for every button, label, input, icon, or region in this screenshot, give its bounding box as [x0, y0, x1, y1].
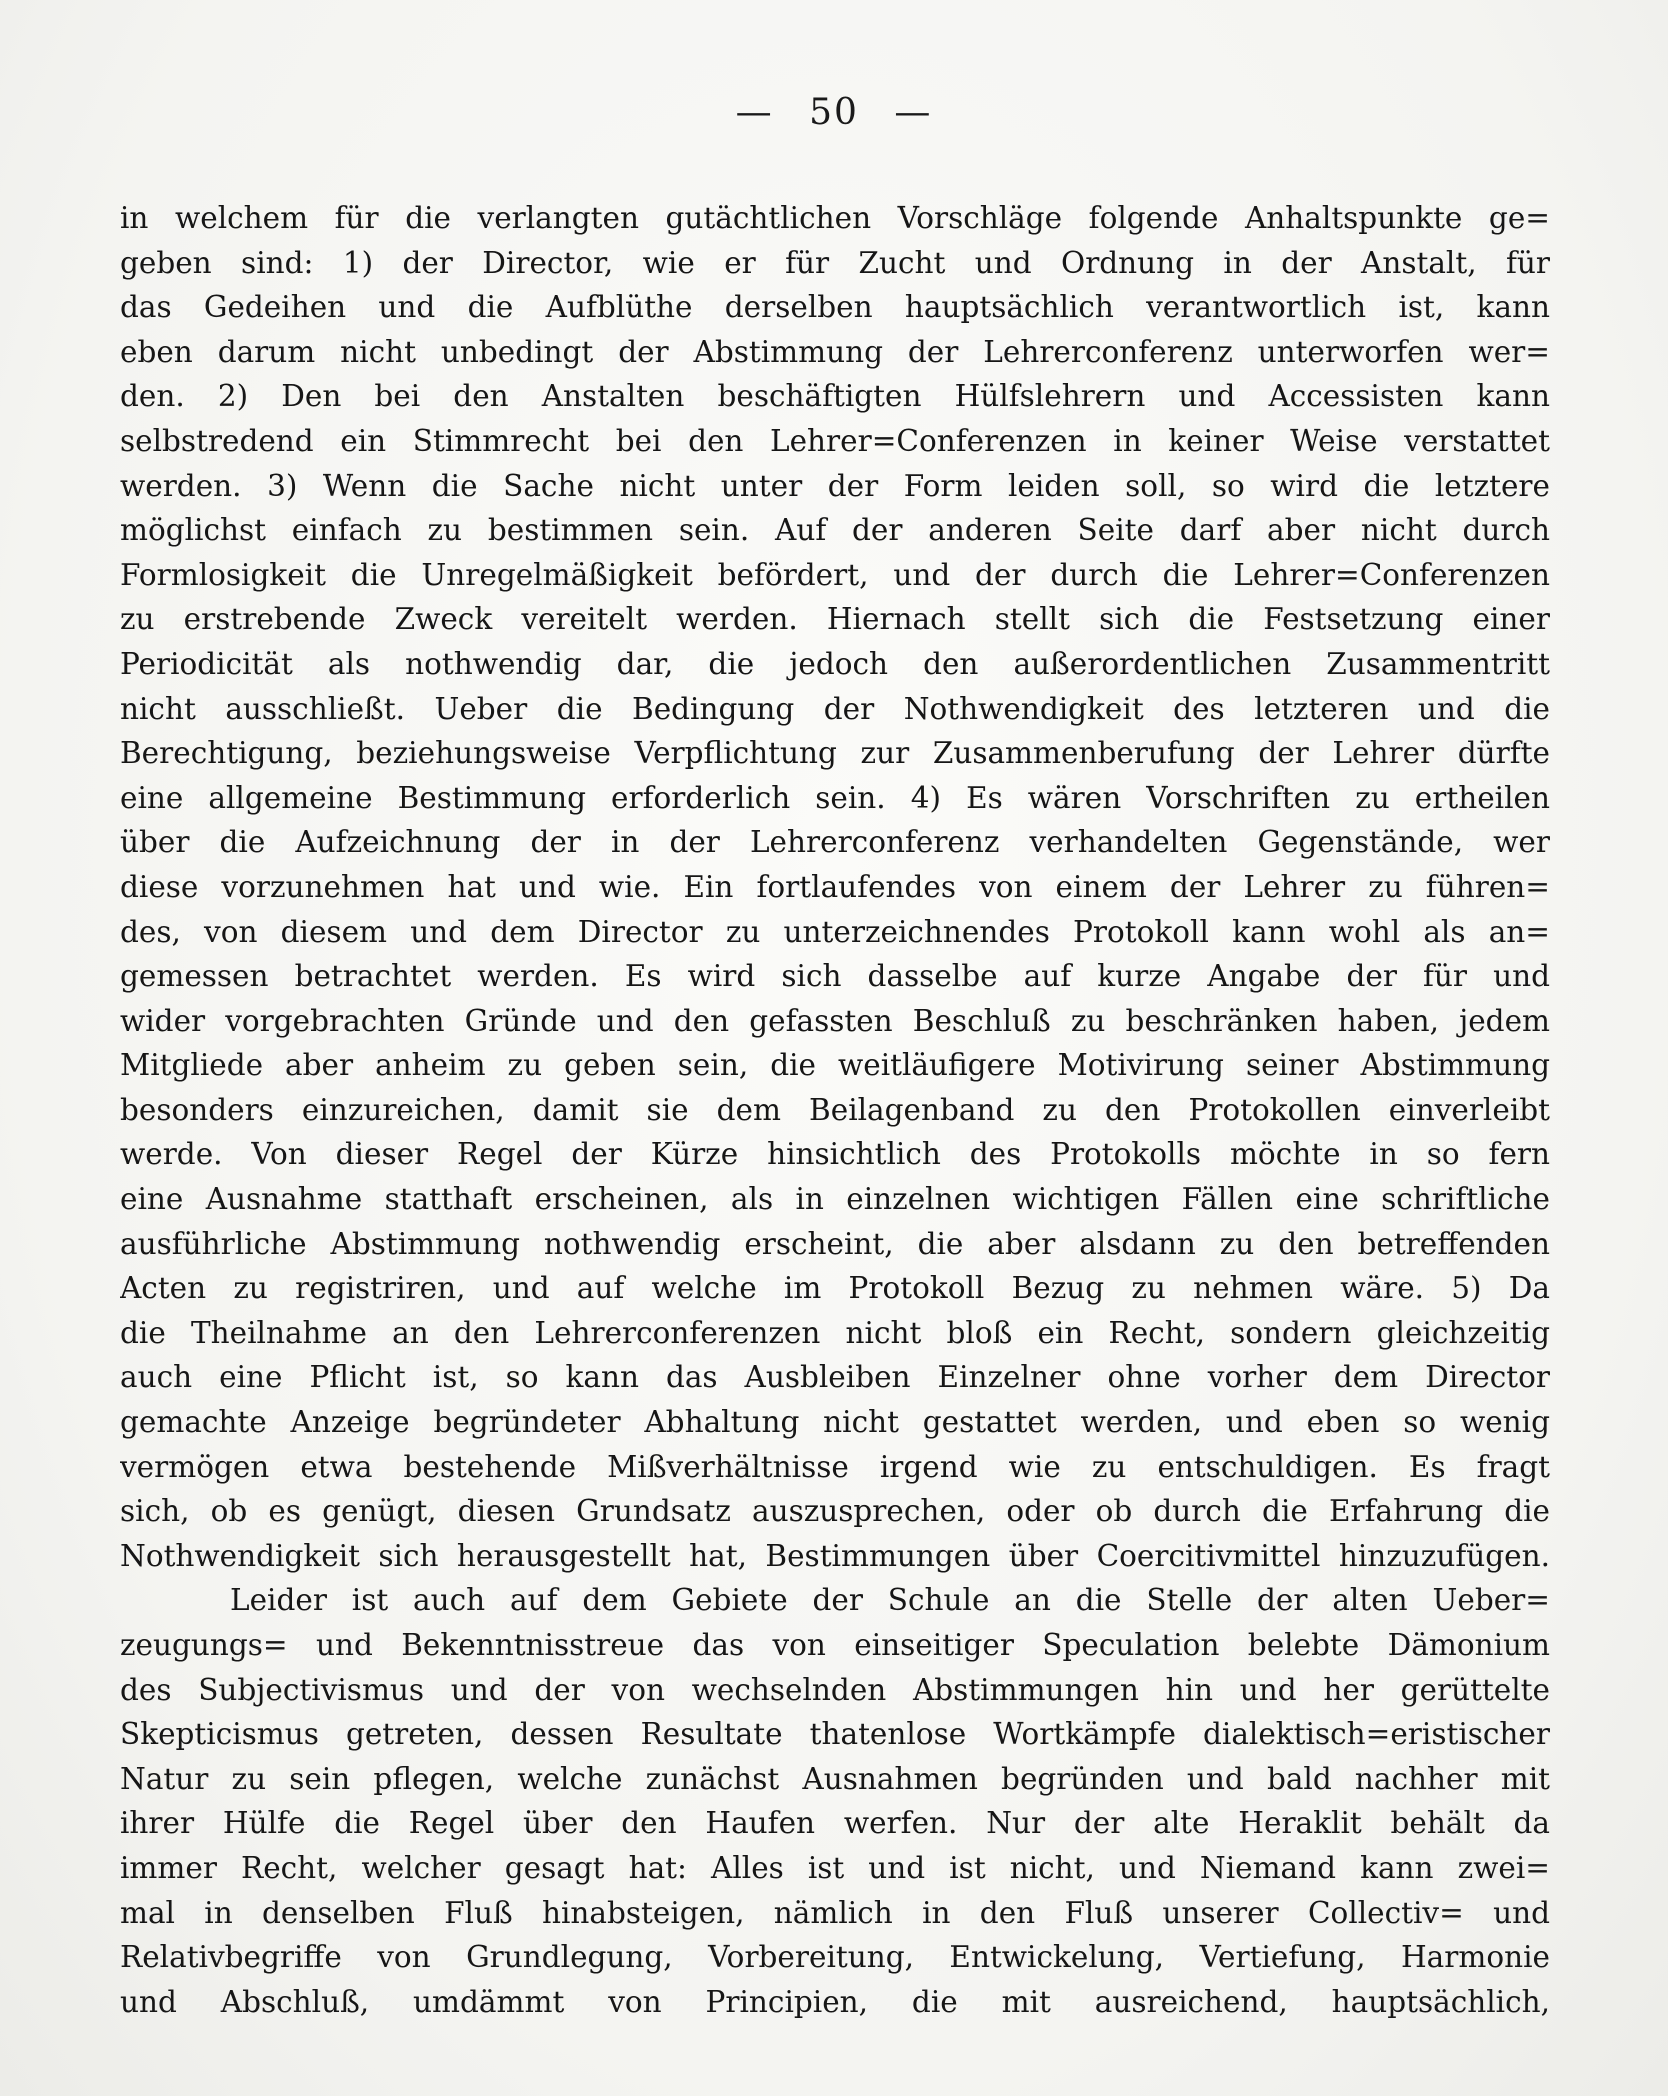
text-line: Skepticismus getreten, dessen Resultate thatenlose Wortkämpfe dialektisch=eristischer: [120, 1717, 1550, 1752]
text-line: besonders einzureichen, damit sie dem Beilagenband zu den Protokollen einverleibt: [120, 1092, 1550, 1127]
text-line: das Gedeihen und die Aufblüthe derselben hauptsächlich verantwortlich ist, kann: [120, 290, 1550, 325]
text-line: werden. 3) Wenn die Sache nicht unter der Form leiden soll, so wird die letztere: [120, 468, 1550, 503]
text-line: möglichst einfach zu bestimmen sein. Auf der anderen Seite darf aber nicht durch: [120, 513, 1550, 548]
body-text: [120, 196, 1550, 2024]
text-line: diese vorzunehmen hat und wie. Ein fortlaufendes von einem der Lehrer zu führen=: [120, 869, 1550, 904]
text-line: ausführliche Abstimmung nothwendig erscheint, die aber alsdann zu den betreffenden: [120, 1226, 1550, 1261]
text-line: Berechtigung, beziehungsweise Verpflichtung zur Zusammenberufung der Lehrer dürfte: [120, 736, 1550, 771]
text-line: vermögen etwa bestehende Mißverhältnisse irgend wie zu entschuldigen. Es fragt: [120, 1449, 1550, 1484]
text-line: Mitgliede aber anheim zu geben sein, die weitläufigere Motivirung seiner Abstimmung: [120, 1048, 1550, 1083]
text-line: über die Aufzeichnung der in der Lehrerconferenz verhandelten Gegenstände, wer: [120, 825, 1550, 860]
text-line: des, von diesem und dem Director zu unterzeichnendes Protokoll kann wohl als an=: [120, 914, 1550, 949]
text-line: Natur zu sein pflegen, welche zunächst Ausnahmen begründen und bald nachher mit: [120, 1761, 1550, 1796]
text-line: zeugungs= und Bekenntnisstreue das von einseitiger Speculation belebte Dämonium: [120, 1628, 1550, 1662]
text-line: auch eine Pflicht ist, so kann das Ausbleiben Einzelner ohne vorher dem Director: [120, 1360, 1550, 1395]
text-line: Acten zu registriren, und auf welche im Protokoll Bezug zu nehmen wäre. 5) Da: [120, 1271, 1550, 1306]
text-line: ihrer Hülfe die Regel über den Haufen werfen. Nur der alte Heraklit behält da: [120, 1806, 1550, 1841]
text-line: werde. Von dieser Regel der Kürze hinsichtlich des Protokolls möchte in so fern: [120, 1137, 1550, 1172]
text-line: mal in denselben Fluß hinabsteigen, nämlich in den Fluß unserer Collectiv= und: [120, 1895, 1550, 1930]
text-line: gemachte Anzeige begründeter Abhaltung nicht gestattet werden, und eben so wenig: [120, 1405, 1550, 1440]
text-line: eben darum nicht unbedingt der Abstimmung der Lehrerconferenz unterworfen wer=: [120, 334, 1550, 369]
text-line: des Subjectivismus und der von wechselnden Abstimmungen hin und her gerüttelte: [120, 1672, 1550, 1707]
text-line: gemessen betrachtet werden. Es wird sich dasselbe auf kurze Angabe der für und: [120, 959, 1550, 994]
text-line: und Abschluß, umdämmt von Principien, die mit ausreichend, hauptsächlich,: [120, 1984, 1550, 2019]
text-line: eine Ausnahme statthaft erscheinen, als in einzelnen wichtigen Fällen eine schriftliche: [120, 1182, 1550, 1217]
header-dash-right: —: [894, 92, 933, 133]
page-header: [0, 92, 1668, 133]
text-line: Periodicität als nothwendig dar, die jedoch den außerordentlichen Zusammentritt: [120, 646, 1550, 681]
text-line: zu erstrebende Zweck vereitelt werden. Hiernach stellt sich die Festsetzung einer: [120, 602, 1550, 637]
paragraph-start-line: Leider ist auch auf dem Gebiete der Schule an die Stelle der alten Ueber=: [230, 1583, 1550, 1618]
text-line: Nothwendigkeit sich herausgestellt hat, Bestimmungen über Coercitivmittel hinzuzufügen.: [120, 1538, 1550, 1573]
text-line: selbstredend ein Stimmrecht bei den Lehrer=Conferenzen in keiner Weise verstattet: [120, 423, 1550, 458]
text-line: in welchem für die verlangten gutächtlichen Vorschläge folgende Anhaltspunkte ge=: [120, 201, 1550, 235]
header-dash-left: —: [735, 92, 774, 133]
text-line: Relativbegriffe von Grundlegung, Vorbereitung, Entwickelung, Vertiefung, Harmonie: [120, 1940, 1550, 1975]
page-number: 50: [809, 92, 859, 133]
text-line: geben sind: 1) der Director, wie er für Zucht und Ordnung in der Anstalt, für: [120, 245, 1550, 280]
text-line: wider vorgebrachten Gründe und den gefassten Beschluß zu beschränken haben, jedem: [120, 1003, 1550, 1038]
text-line: den. 2) Den bei den Anstalten beschäftigten Hülfslehrern und Accessisten kann: [120, 379, 1550, 414]
text-line: die Theilnahme an den Lehrerconferenzen nicht bloß ein Recht, sondern gleichzeitig: [120, 1315, 1550, 1350]
text-line: eine allgemeine Bestimmung erforderlich sein. 4) Es wären Vorschriften zu ertheilen: [120, 780, 1550, 815]
text-line: Formlosigkeit die Unregelmäßigkeit befördert, und der durch die Lehrer=Conferenzen: [120, 557, 1550, 592]
text-line: sich, ob es genügt, diesen Grundsatz auszusprechen, oder ob durch die Erfahrung die: [120, 1494, 1550, 1529]
text-line: nicht ausschließt. Ueber die Bedingung der Nothwendigkeit des letzteren und die: [120, 691, 1550, 726]
text-line: immer Recht, welcher gesagt hat: Alles ist und ist nicht, und Niemand kann zwei=: [120, 1850, 1550, 1885]
